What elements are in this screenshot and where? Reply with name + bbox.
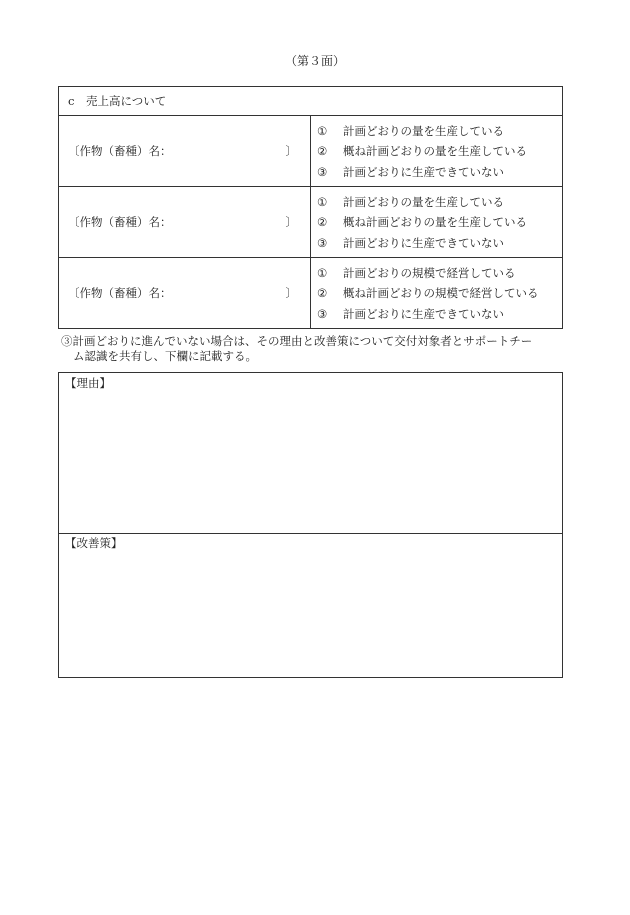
option-text: 計画どおりの規模で経営している [343, 265, 516, 280]
option-item[interactable] [317, 303, 562, 324]
option-text: 計画どおりに生産できていない [343, 306, 504, 321]
option-number: ③ [317, 306, 328, 321]
option-number: ③ [317, 164, 328, 179]
option-number: ③ [317, 235, 328, 250]
bracket-close: 〕 [285, 144, 297, 158]
option-number: ② [317, 215, 328, 229]
option-number: ① [317, 265, 328, 280]
crop-name-cell[interactable] [59, 258, 311, 329]
improvement-title: 【改善策】 [65, 536, 123, 550]
status-options-cell [311, 116, 563, 187]
option-item[interactable] [317, 120, 562, 141]
instruction-line-2: ム認識を共有し、下欄に記載する。 [73, 349, 257, 363]
improvement-box[interactable] [58, 533, 563, 678]
crop-name-cell[interactable] [59, 116, 311, 187]
crop-name-label: 〔作物（畜種）名： [68, 144, 172, 158]
option-number: ① [317, 123, 328, 138]
option-text: 計画どおりの量を生産している [343, 123, 504, 138]
option-item[interactable] [317, 262, 562, 283]
table-heading-row [59, 87, 563, 116]
instruction-line-1: ③計画どおりに進んでいない場合は、その理由と改善策について交付対象者とサポートチー [61, 334, 533, 348]
instruction-note [61, 334, 566, 364]
bracket-close: 〕 [285, 215, 297, 229]
option-number: ② [317, 144, 328, 158]
reason-box[interactable] [58, 372, 563, 534]
option-text: 計画どおりの量を生産している [343, 194, 504, 209]
option-item[interactable] [317, 141, 562, 162]
table-row [59, 258, 563, 329]
option-number: ② [317, 286, 328, 300]
status-options-cell [311, 187, 563, 258]
crop-name-cell[interactable] [59, 187, 311, 258]
option-text: 概ね計画どおりの規模で経営している [343, 286, 539, 300]
reason-title: 【理由】 [65, 376, 111, 390]
option-item[interactable] [317, 191, 562, 212]
option-number: ① [317, 194, 328, 209]
option-text: 計画どおりに生産できていない [343, 164, 504, 179]
option-item[interactable] [317, 232, 562, 253]
page-label: （第３面） [284, 54, 345, 68]
crop-name-label: 〔作物（畜種）名： [68, 286, 172, 300]
option-text: 概ね計画どおりの量を生産している [343, 215, 527, 229]
option-item[interactable] [317, 212, 562, 233]
option-item[interactable] [317, 161, 562, 182]
bracket-close: 〕 [285, 286, 297, 300]
crop-name-label: 〔作物（畜種）名： [68, 215, 172, 229]
table-row [59, 187, 563, 258]
sales-table [58, 86, 563, 329]
option-text: 概ね計画どおりの量を生産している [343, 144, 527, 158]
option-text: 計画どおりに生産できていない [343, 235, 504, 250]
option-item[interactable] [317, 283, 562, 304]
table-row [59, 116, 563, 187]
sales-heading: c 売上高について [59, 87, 563, 116]
status-options-cell [311, 258, 563, 329]
